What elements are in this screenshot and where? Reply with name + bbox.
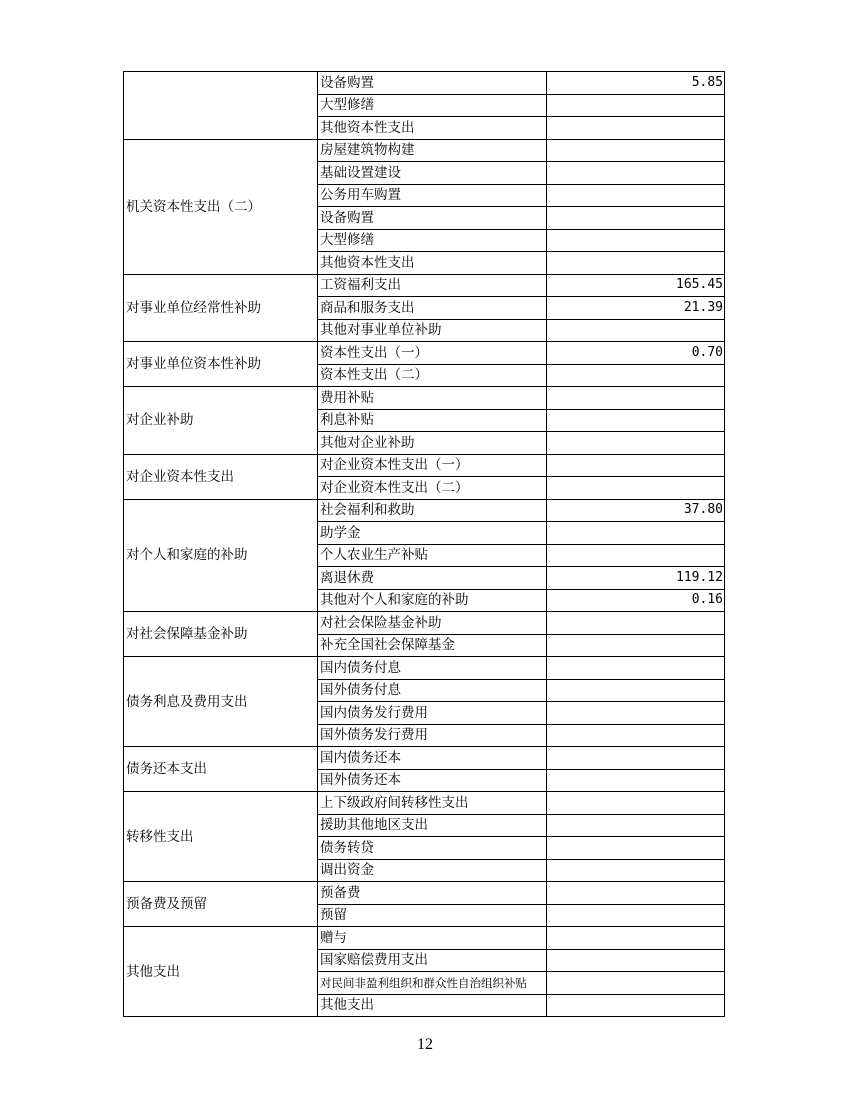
table-row xyxy=(124,747,725,770)
category-cell: 预备费及预留 xyxy=(124,882,318,927)
amount-cell: 119.12 xyxy=(547,567,725,590)
item-name-cell: 助学金 xyxy=(318,522,547,545)
category-cell: 机关资本性支出（二） xyxy=(124,139,318,274)
category-cell: 其他支出 xyxy=(124,927,318,1017)
item-name-cell: 国内债务发行费用 xyxy=(318,702,547,725)
item-name-cell: 预备费 xyxy=(318,882,547,905)
amount-cell: 21.39 xyxy=(547,297,725,320)
amount-cell: 37.80 xyxy=(547,499,725,522)
category-cell: 债务还本支出 xyxy=(124,747,318,792)
amount-cell xyxy=(547,724,725,747)
item-name-cell: 资本性支出（一） xyxy=(318,342,547,365)
item-name-cell: 对社会保险基金补助 xyxy=(318,612,547,635)
item-name-cell: 国外债务发行费用 xyxy=(318,724,547,747)
item-name-cell: 其他对事业单位补助 xyxy=(318,319,547,342)
item-name-cell: 对企业资本性支出（二） xyxy=(318,477,547,500)
expenditure-table xyxy=(123,71,725,1017)
item-name-cell: 费用补贴 xyxy=(318,387,547,410)
category-cell: 对个人和家庭的补助 xyxy=(124,499,318,612)
item-name-cell: 补充全国社会保障基金 xyxy=(318,634,547,657)
amount-cell xyxy=(547,792,725,815)
amount-cell xyxy=(547,927,725,950)
item-name-cell: 对企业资本性支出（一） xyxy=(318,454,547,477)
item-name-cell: 其他对个人和家庭的补助 xyxy=(318,589,547,612)
category-cell: 对企业补助 xyxy=(124,387,318,455)
table-row xyxy=(124,274,725,297)
table-row xyxy=(124,454,725,477)
item-name-cell: 利息补贴 xyxy=(318,409,547,432)
item-name-cell: 设备购置 xyxy=(318,207,547,230)
amount-cell xyxy=(547,409,725,432)
item-name-cell: 调出资金 xyxy=(318,859,547,882)
amount-cell xyxy=(547,229,725,252)
item-name-cell: 债务转贷 xyxy=(318,837,547,860)
item-name-cell: 国外债务付息 xyxy=(318,679,547,702)
table-row xyxy=(124,342,725,365)
amount-cell xyxy=(547,904,725,927)
table-row xyxy=(124,612,725,635)
category-cell: 对事业单位资本性补助 xyxy=(124,342,318,387)
amount-cell xyxy=(547,634,725,657)
table-row xyxy=(124,72,725,95)
table-row xyxy=(124,657,725,680)
item-name-cell: 基础设置建设 xyxy=(318,162,547,185)
amount-cell xyxy=(547,162,725,185)
item-name-cell: 国家赔偿费用支出 xyxy=(318,949,547,972)
item-name-cell: 其他资本性支出 xyxy=(318,117,547,140)
amount-cell xyxy=(547,477,725,500)
item-name-cell: 其他对企业补助 xyxy=(318,432,547,455)
item-name-cell: 国内债务付息 xyxy=(318,657,547,680)
amount-cell: 5.85 xyxy=(547,72,725,95)
table-row xyxy=(124,139,725,162)
item-name-cell: 大型修缮 xyxy=(318,94,547,117)
item-name-cell: 设备购置 xyxy=(318,72,547,95)
item-name-cell: 上下级政府间转移性支出 xyxy=(318,792,547,815)
item-name-cell: 离退休费 xyxy=(318,567,547,590)
amount-cell xyxy=(547,252,725,275)
item-name-cell: 国内债务还本 xyxy=(318,747,547,770)
amount-cell xyxy=(547,837,725,860)
amount-cell xyxy=(547,747,725,770)
category-cell: 对事业单位经常性补助 xyxy=(124,274,318,342)
amount-cell xyxy=(547,207,725,230)
amount-cell xyxy=(547,859,725,882)
amount-cell xyxy=(547,679,725,702)
item-name-cell: 赠与 xyxy=(318,927,547,950)
amount-cell: 0.70 xyxy=(547,342,725,365)
amount-cell: 165.45 xyxy=(547,274,725,297)
amount-cell xyxy=(547,814,725,837)
amount-cell xyxy=(547,657,725,680)
item-name-cell: 援助其他地区支出 xyxy=(318,814,547,837)
amount-cell xyxy=(547,387,725,410)
category-cell: 债务利息及费用支出 xyxy=(124,657,318,747)
page-number: 12 xyxy=(417,1036,433,1053)
item-name-cell: 其他支出 xyxy=(318,994,547,1017)
item-name-cell: 大型修缮 xyxy=(318,229,547,252)
table-row xyxy=(124,882,725,905)
amount-cell xyxy=(547,319,725,342)
amount-cell xyxy=(547,117,725,140)
category-cell: 转移性支出 xyxy=(124,792,318,882)
amount-cell xyxy=(547,972,725,995)
item-name-cell: 工资福利支出 xyxy=(318,274,547,297)
table-row xyxy=(124,792,725,815)
item-name-cell: 预留 xyxy=(318,904,547,927)
category-cell: 对企业资本性支出 xyxy=(124,454,318,499)
amount-cell xyxy=(547,994,725,1017)
amount-cell xyxy=(547,882,725,905)
amount-cell xyxy=(547,949,725,972)
item-name-cell: 社会福利和救助 xyxy=(318,499,547,522)
table-row xyxy=(124,387,725,410)
amount-cell xyxy=(547,544,725,567)
amount-cell xyxy=(547,364,725,387)
item-name-cell: 房屋建筑物构建 xyxy=(318,139,547,162)
amount-cell xyxy=(547,702,725,725)
amount-cell xyxy=(547,522,725,545)
amount-cell: 0.16 xyxy=(547,589,725,612)
amount-cell xyxy=(547,432,725,455)
item-name-cell: 资本性支出（二） xyxy=(318,364,547,387)
table-row xyxy=(124,499,725,522)
amount-cell xyxy=(547,454,725,477)
category-cell: 对社会保障基金补助 xyxy=(124,612,318,657)
amount-cell xyxy=(547,139,725,162)
table-row xyxy=(124,927,725,950)
amount-cell xyxy=(547,769,725,792)
item-name-cell: 个人农业生产补贴 xyxy=(318,544,547,567)
category-cell xyxy=(124,72,318,140)
amount-cell xyxy=(547,184,725,207)
item-name-cell: 商品和服务支出 xyxy=(318,297,547,320)
amount-cell xyxy=(547,612,725,635)
item-name-cell: 对民间非盈利组织和群众性自治组织补贴 xyxy=(318,972,547,995)
amount-cell xyxy=(547,94,725,117)
item-name-cell: 其他资本性支出 xyxy=(318,252,547,275)
item-name-cell: 国外债务还本 xyxy=(318,769,547,792)
item-name-cell: 公务用车购置 xyxy=(318,184,547,207)
